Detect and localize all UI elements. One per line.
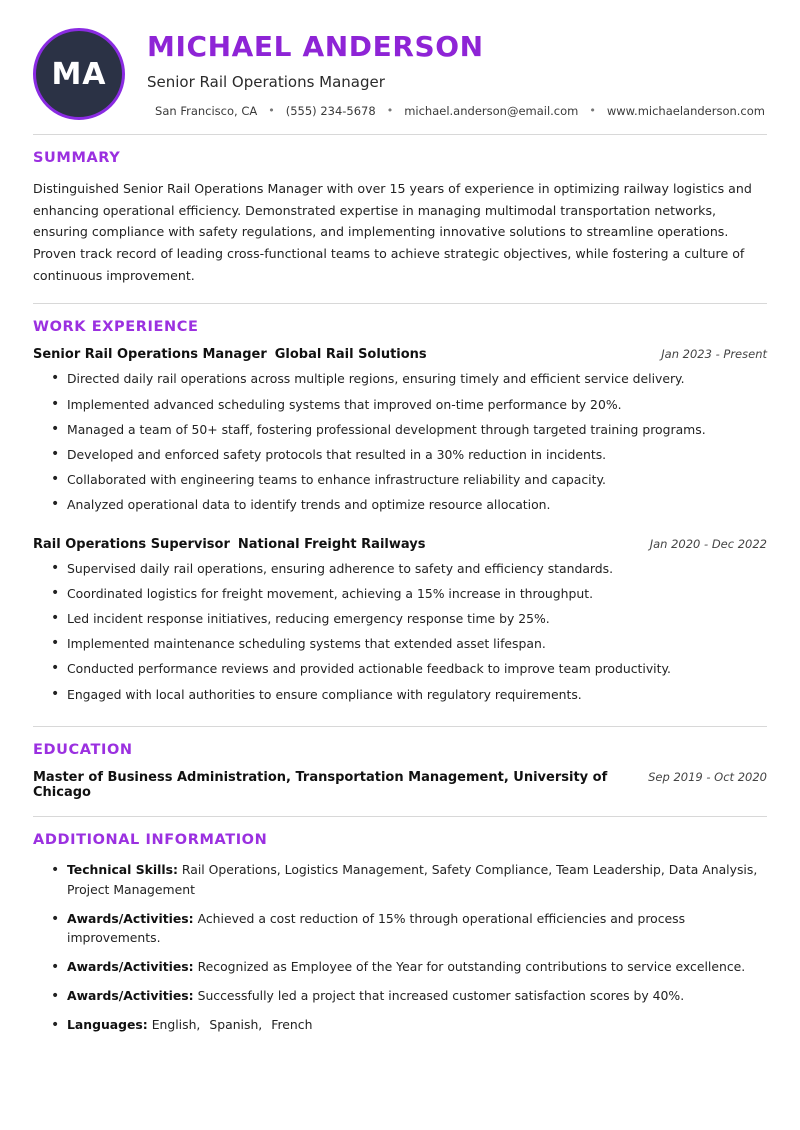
info-text: Rail Operations, Logistics Management, Safety Compliance, Team Leadership, Data Analysis, Project Management [67,861,758,897]
section-title-education: EDUCATION [33,741,133,758]
experience-company: Global Rail Solutions [274,347,427,363]
experience-dates: Jan 2023 - Present [661,347,767,362]
experience-heading [33,347,427,362]
contact-email[interactable]: michael.anderson@email.com [404,103,579,118]
education-degree: Master of Business Administration, Transportation Management, University of Chicago [33,769,608,800]
language-item: English, [151,1016,201,1032]
list-item [51,860,767,909]
list-item [51,957,767,986]
education-dates: Sep 2019 - Oct 2020 [648,769,767,784]
info-label: Awards/Activities: [67,910,194,926]
section-education [33,727,767,800]
list-item: • Engaged with local authorities to ensure compliance with regulatory requirements. [51,685,767,710]
contact-website[interactable]: www.michaelanderson.com [606,103,765,118]
contact-location: San Francisco, CA [155,103,258,118]
info-label: Technical Skills: [67,861,178,877]
list-item: • Implemented maintenance scheduling systems that extended asset lifespan. [51,634,767,659]
info-text: Recognized as Employee of the Year for outstanding contributions to service excellence. [197,959,746,975]
contact-bar [147,104,767,118]
experience-header [33,347,767,362]
section-additional-information [33,817,767,1044]
experience-role: Rail Operations Supervisor [33,536,230,552]
list-item [51,986,767,1015]
list-item: • Collaborated with engineering teams to enhance infrastructure reliability and capacity. [51,470,767,495]
experience-company: National Freight Railways [237,536,426,552]
experience-bullets [33,559,767,710]
resume-header [33,26,767,134]
job-title: Senior Rail Operations Manager [147,72,385,91]
experience-item [33,347,767,520]
list-item: • Supervised daily rail operations, ensuring adherence to safety and efficiency standards. [51,559,767,584]
summary-text: Distinguished Senior Rail Operations Manager with over 15 years of experience in optimizing railway logistics and enhancing operational efficiency. Demonstrated expertise in managing multimodal transportation networks, ensuring compliance with safety regulations, and implementing innovative solutions to streamline operations. Proven track record of leading cross-functional teams to achieve strategic objectives, while fostering a culture of continuous improvement. [33,181,752,283]
language-item: French [271,1016,313,1032]
list-item: • Implemented advanced scheduling systems that improved on-time performance by 20%. [51,395,767,420]
experience-header [33,537,767,552]
list-item: • Led incident response initiatives, reducing emergency response time by 25%. [51,609,767,634]
section-title-work-experience: WORK EXPERIENCE [33,319,199,336]
experience-role: Senior Rail Operations Manager [33,347,267,363]
language-item: Spanish, [209,1016,263,1032]
list-item: • Developed and enforced safety protocols that resulted in a 30% reduction in incidents. [51,445,767,470]
list-item [51,1015,767,1044]
experience-item [33,537,767,710]
info-label: Awards/Activities: [67,959,194,975]
contact-separator-icon: • [386,104,394,118]
section-summary [33,135,767,286]
avatar-initials: MA [51,56,107,92]
info-text: Achieved a cost reduction of 15% through operational efficiencies and process improvements. [67,910,686,946]
list-item: • Coordinated logistics for freight movement, achieving a 15% increase in throughput. [51,584,767,609]
page-title: MICHAEL ANDERSON [147,30,484,63]
section-title-additional-information: ADDITIONAL INFORMATION [33,831,268,848]
languages-list [152,1017,322,1032]
contact-separator-icon: • [589,104,596,118]
experience-heading [33,537,425,552]
list-item: • Managed a team of 50+ staff, fostering professional development through targeted training programs. [51,420,767,445]
list-item: • Analyzed operational data to identify trends and optimize resource allocation. [51,495,767,520]
info-text: Successfully led a project that increased customer satisfaction scores by 40%. [197,988,685,1004]
header-text [125,26,767,118]
education-item [33,770,767,800]
experience-bullets [33,369,767,520]
contact-phone: (555) 234-5678 [285,103,376,118]
list-item [51,909,767,958]
section-title-summary: SUMMARY [33,150,121,166]
list-item: • Conducted performance reviews and provided actionable feedback to improve team productivity. [51,659,767,684]
experience-dates: Jan 2020 - Dec 2022 [649,536,767,551]
additional-information-list [33,860,767,1044]
info-label: Languages: [67,1016,148,1032]
info-label: Awards/Activities: [67,988,194,1004]
contact-separator-icon: • [268,104,275,118]
avatar [33,28,125,120]
section-work-experience [33,304,767,710]
list-item: • Directed daily rail operations across multiple regions, ensuring timely and efficient service delivery. [51,369,767,394]
